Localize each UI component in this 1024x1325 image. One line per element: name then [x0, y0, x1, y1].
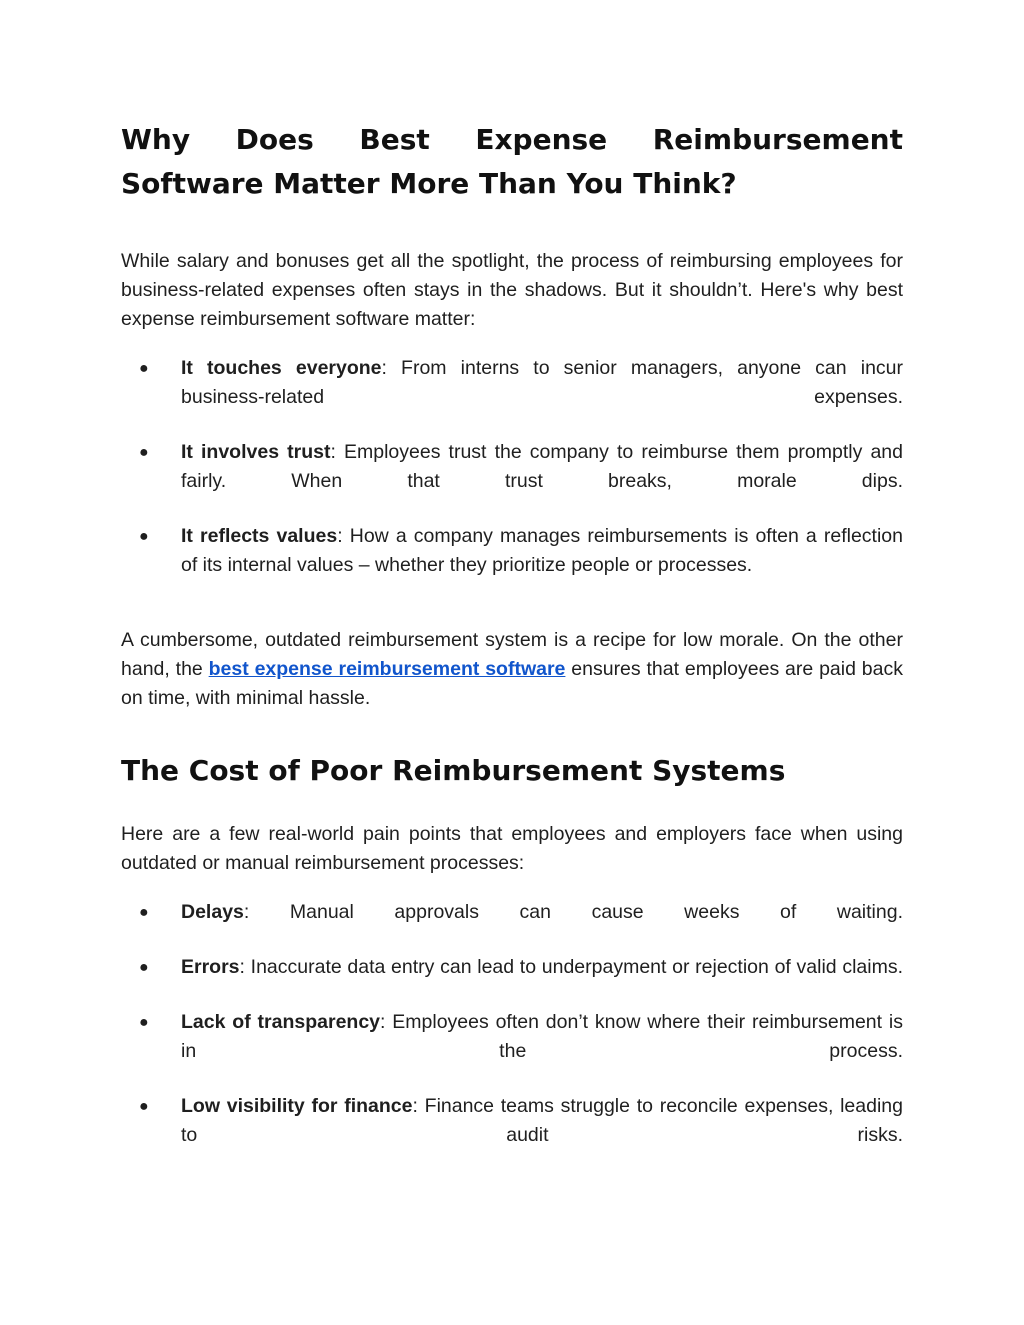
list-item — [121, 1092, 903, 1150]
section1-bullet-list — [121, 354, 903, 580]
list-item — [121, 953, 903, 982]
document-page — [121, 118, 903, 1150]
bullet-text: : From interns to senior managers, anyone can incur business-related expenses. — [181, 357, 903, 408]
bullet-term: Delays — [181, 901, 244, 923]
bullet-text: : Manual approvals can cause weeks of waiting. — [243, 901, 903, 923]
bullet-icon: ● — [139, 904, 149, 921]
best-software-link[interactable]: best expense reimbursement software — [208, 658, 566, 680]
bullet-text: : Finance teams struggle to reconcile expenses, leading to audit risks. — [181, 1095, 903, 1146]
bullet-term: Low visibility for finance — [181, 1095, 413, 1117]
bullet-icon: ● — [139, 528, 149, 545]
bullet-icon: ● — [139, 959, 149, 976]
bullet-icon: ● — [139, 360, 149, 377]
bullet-term: Lack of transparency — [181, 1011, 381, 1033]
bullet-text: : Employees often don’t know where their reimbursement is in the process. — [181, 1011, 903, 1062]
list-item — [121, 522, 903, 580]
bullet-term: It reflects values — [181, 525, 338, 547]
bullet-text: : Inaccurate data entry can lead to underpayment or rejection of valid claims. — [239, 956, 903, 978]
section2-title: The Cost of Poor Reimbursement Systems — [121, 754, 786, 787]
bullet-term: Errors — [181, 956, 240, 978]
list-item — [121, 898, 903, 927]
list-item — [121, 438, 903, 496]
section2-bullet-list — [121, 898, 903, 1150]
bullet-icon: ● — [139, 444, 149, 461]
section1-title: Why Does Best Expense Reimbursement Software Matter More Than You Think? — [121, 123, 903, 200]
bullet-text: : Employees trust the company to reimburse them promptly and fairly. When that trust breaks, morale dips. — [181, 441, 903, 492]
section1-closing — [121, 626, 903, 713]
bullet-text: : How a company manages reimbursements is often a reflection of its internal values – whether they prioritize people or processes. — [181, 525, 903, 576]
list-item — [121, 1008, 903, 1066]
section2-intro: Here are a few real-world pain points that employees and employers face when using outdated or manual reimbursement processes: — [121, 823, 903, 874]
closing-text-before: A cumbersome, outdated reimbursement system is a recipe for low morale. On the other hand, the — [121, 629, 903, 680]
bullet-icon: ● — [139, 1098, 149, 1115]
bullet-term: It touches everyone — [181, 357, 382, 379]
bullet-term: It involves trust — [181, 441, 331, 463]
section1-intro: While salary and bonuses get all the spotlight, the process of reimbursing employees for business-related expenses often stays in the shadows. But it shouldn’t. Here's why best expense reimbursement software matter: — [121, 250, 903, 330]
list-item — [121, 354, 903, 412]
closing-text-after: ensures that employees are paid back on time, with minimal hassle. — [121, 658, 904, 709]
bullet-icon: ● — [139, 1014, 149, 1031]
